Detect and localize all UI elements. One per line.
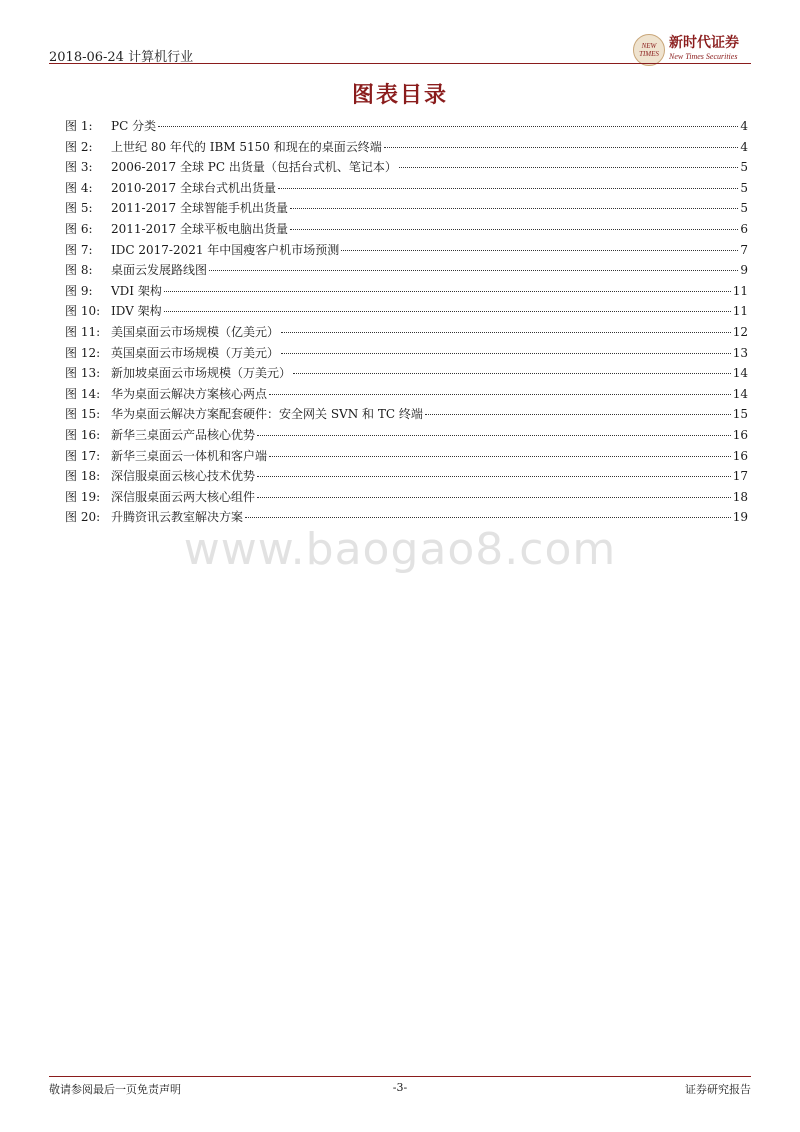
toc-entry-title: 深信服桌面云两大核心组件 [111, 489, 256, 504]
toc-entry-label: 图 11: [65, 324, 101, 339]
toc-entry-page: 4 [740, 139, 748, 154]
toc-entry-title: VDI 架构 [111, 283, 162, 298]
toc-entry-label: 图 4: [65, 180, 93, 195]
toc-dot-leader [245, 517, 731, 518]
footer-page-number: -3- [392, 1081, 408, 1094]
toc-entry-page: 11 [732, 304, 748, 319]
toc-dot-leader [290, 208, 738, 209]
toc-entry-label: 图 10: [65, 304, 101, 319]
logo-emblem-icon [633, 34, 665, 66]
toc-entry-title: 华为桌面云解决方案核心两点 [111, 386, 268, 401]
toc-entry-label: 图 7: [65, 242, 93, 257]
toc-entry-label: 图 6: [65, 221, 93, 236]
toc-entry-title: 新华三桌面云产品核心优势 [111, 427, 256, 442]
toc-dot-leader [164, 291, 731, 292]
header-date-industry: 2018-06-24 计算机行业 [49, 50, 194, 65]
toc-entry-title: 升腾资讯云教室解决方案 [111, 510, 244, 525]
toc-entry-page: 13 [732, 345, 748, 360]
toc-entry-page: 16 [732, 448, 748, 463]
toc-entry-label: 图 9: [65, 283, 93, 298]
toc-entry-label: 图 3: [65, 160, 93, 175]
toc-entry-page: 15 [732, 407, 748, 422]
toc-entry-title: 上世纪 80 年代的 IBM 5150 和现在的桌面云终端 [111, 139, 382, 154]
toc-entry[interactable] [65, 199, 748, 220]
logo-name-cn: 新时代证券 [669, 35, 739, 51]
toc-dot-leader [290, 229, 738, 230]
logo-emblem-line1: NEW [641, 42, 657, 50]
toc-entry-title: 2006-2017 全球 PC 出货量（包括台式机、笔记本） [111, 160, 397, 175]
toc-entry-title: 美国桌面云市场规模（亿美元） [111, 324, 280, 339]
toc-entry[interactable] [65, 117, 748, 138]
toc-entry-label: 图 19: [65, 489, 101, 504]
toc-dot-leader [425, 414, 731, 415]
toc-entry-title: 深信服桌面云核心技术优势 [111, 469, 256, 484]
toc-entry-page: 6 [740, 221, 748, 236]
footer-report-type: 证券研究报告 [685, 1083, 751, 1096]
toc-dot-leader [341, 250, 738, 251]
toc-entry-label: 图 2: [65, 139, 93, 154]
brand-logo [633, 34, 753, 64]
toc-entry-page: 14 [732, 386, 748, 401]
toc-entry-page: 19 [732, 510, 748, 525]
toc-entry[interactable] [65, 261, 748, 282]
toc-entry[interactable] [65, 282, 748, 303]
toc-entry-title: PC 分类 [111, 119, 157, 133]
page-title: 图表目录 [351, 83, 448, 108]
figure-table-of-contents [65, 117, 748, 529]
toc-entry-page: 9 [740, 263, 748, 278]
toc-entry-label: 图 12: [65, 345, 101, 360]
toc-dot-leader [281, 353, 731, 354]
toc-dot-leader [384, 147, 739, 148]
toc-dot-leader [269, 456, 731, 457]
toc-entry-page: 4 [740, 119, 748, 133]
toc-dot-leader [164, 311, 731, 312]
logo-emblem-line2: TIMES [639, 50, 659, 58]
toc-entry-label: 图 20: [65, 510, 101, 525]
toc-entry-label: 图 14: [65, 386, 101, 401]
toc-entry-label: 图 8: [65, 263, 93, 278]
toc-entry[interactable] [65, 241, 748, 262]
footer-disclaimer-note: 敬请参阅最后一页免责声明 [49, 1083, 181, 1096]
toc-entry[interactable] [65, 323, 748, 344]
toc-entry[interactable] [65, 138, 748, 159]
toc-entry-title: 英国桌面云市场规模（万美元） [111, 345, 280, 360]
toc-entry-page: 11 [732, 283, 748, 298]
toc-entry-title: 桌面云发展路线图 [111, 263, 208, 278]
toc-entry[interactable] [65, 364, 748, 385]
toc-dot-leader [281, 332, 731, 333]
toc-dot-leader [399, 167, 739, 168]
toc-entry-page: 16 [732, 427, 748, 442]
watermark: www.baogao8.com [183, 524, 617, 575]
toc-entry-label: 图 17: [65, 448, 101, 463]
toc-entry-title: 2011-2017 全球智能手机出货量 [111, 201, 288, 216]
toc-entry[interactable] [65, 302, 748, 323]
toc-entry-page: 17 [732, 469, 748, 484]
toc-entry-title: 2010-2017 全球台式机出货量 [111, 180, 276, 195]
toc-entry-title: IDV 架构 [111, 304, 162, 319]
toc-entry[interactable] [65, 158, 748, 179]
toc-dot-leader [269, 394, 731, 395]
toc-entry-label: 图 1: [65, 119, 93, 133]
toc-entry-page: 5 [740, 160, 748, 175]
toc-entry[interactable] [65, 447, 748, 468]
toc-dot-leader [257, 435, 731, 436]
toc-entry-page: 14 [732, 366, 748, 381]
toc-entry-page: 7 [740, 242, 748, 257]
toc-entry[interactable] [65, 488, 748, 509]
toc-dot-leader [158, 126, 738, 127]
toc-entry-title: 华为桌面云解决方案配套硬件：安全网关 SVN 和 TC 终端 [111, 407, 423, 422]
toc-entry[interactable] [65, 385, 748, 406]
toc-entry-page: 12 [732, 324, 748, 339]
toc-entry-label: 图 16: [65, 427, 101, 442]
toc-entry-label: 图 18: [65, 469, 101, 484]
toc-entry[interactable] [65, 344, 748, 365]
toc-entry-page: 5 [740, 180, 748, 195]
toc-dot-leader [209, 270, 738, 271]
header-divider [49, 63, 751, 64]
toc-dot-leader [293, 373, 731, 374]
toc-dot-leader [278, 188, 738, 189]
toc-entry-title: 2011-2017 全球平板电脑出货量 [111, 221, 288, 236]
toc-entry-title: IDC 2017-2021 年中国瘦客户机市场预测 [111, 242, 340, 257]
toc-entry[interactable] [65, 405, 748, 426]
toc-entry-label: 图 15: [65, 407, 101, 422]
toc-dot-leader [257, 476, 731, 477]
toc-entry-title: 新华三桌面云一体机和客户端 [111, 448, 268, 463]
toc-entry[interactable] [65, 467, 748, 488]
toc-entry-label: 图 13: [65, 366, 101, 381]
toc-dot-leader [257, 497, 731, 498]
toc-entry-page: 5 [740, 201, 748, 216]
toc-entry[interactable] [65, 426, 748, 447]
toc-entry-title: 新加坡桌面云市场规模（万美元） [111, 366, 292, 381]
toc-entry[interactable] [65, 179, 748, 200]
toc-entry-page: 18 [732, 489, 748, 504]
toc-entry-label: 图 5: [65, 201, 93, 216]
logo-name-en: New Times Securities [669, 52, 738, 61]
footer-divider [49, 1076, 751, 1077]
toc-entry[interactable] [65, 220, 748, 241]
